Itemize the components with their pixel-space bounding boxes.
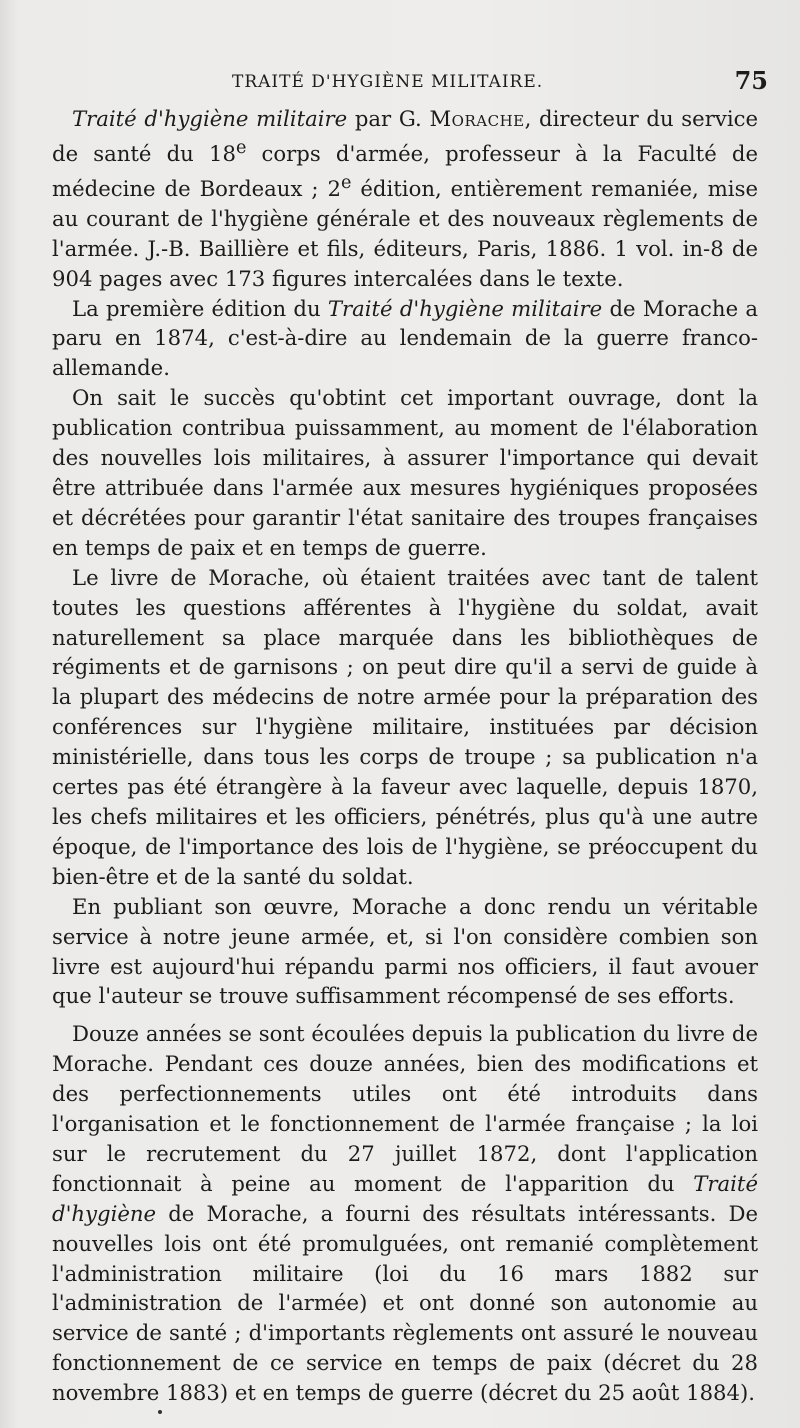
paragraph-5: En publiant son œuvre, Morache a donc rendu un véritable service à notre jeune armée, et, si l'on considère combien son livre est aujourd'hui répandu parmi nos officiers, il faut avouer que l'auteur se trouve suffisamment récompensé de ses efforts. (52, 893, 758, 1009)
running-head (60, 66, 772, 100)
running-title: TRAITÉ D'HYGIÈNE MILITAIRE. (232, 72, 544, 92)
book-title: Traité d'hygiène (52, 1170, 758, 1226)
book-title: Traité d'hygiène militaire (72, 106, 348, 131)
paragraph-6: Douze années se sont écoulées depuis la publication du livre de Morache. Pendant ces douze années, bien des modifications et des perfectionnements utiles ont été introduits dans l'organisation et le fonctionnement de l'armée française ; la loi sur le recrutement du 27 juillet 1872, dont l'application fonctionnait à peine au moment de l'apparition du Traité d'hygiène de Morache, a fourni des résultats intéressants. De nouvelles lois ont été promulguées, ont remanié complètement l'administration militaire (loi du 16 mars 1882 sur l'administration de l'armée) et ont donné son autonomie au service de santé ; d'importants règlements ont assuré le nouveau fonctionnement de ce service en temps de paix (décret du 28 novembre 1883) et en temps de guerre (décret du 25 août 1884). (52, 1021, 758, 1406)
paragraph-2: La première édition du Traité d'hygiène militaire de Morache a paru en 1874, c'est-à-dire au lendemain de la guerre franco-allemande. (52, 295, 759, 381)
author-name: Morache (429, 106, 525, 131)
page-number: 75 (734, 66, 768, 95)
book-title: Traité d'hygiène militaire (327, 295, 603, 321)
body-text (52, 104, 758, 1408)
paragraph-3: On sait le succès qu'obtint cet important ouvrage, dont la publication contribua puissamment, au moment de l'élaboration des nouvelles lois militaires, à assurer l'importance qui devait être attribuée dans l'armée aux mesures hygiéniques proposées et décrétées pour garantir l'état sanitaire des troupes françaises en temps de paix et en temps de guerre. (52, 385, 758, 560)
paragraph-4: Le livre de Morache, où étaient traitées avec tant de talent toutes les questions afférentes à l'hygiène du soldat, avait naturellement sa place marquée dans les bibliothèques de régiments et de garnisons ; on peut dire qu'il a servi de guide à la plupart des médecins de notre armée pour la préparation des conférences sur l'hygiène militaire, instituées par décision ministérielle, dans tous les corps de troupe ; sa publication n'a certes pas été étrangère à la faveur avec laquelle, depuis 1870, les chefs militaires et les officiers, pénétrés, plus qu'à une autre époque, de l'importance des lois de l'hygiène, se préoccupent du bien-être et de la santé du soldat. (52, 564, 758, 889)
paragraph-1: Traité d'hygiène militaire par G. Morache, directeur du service de santé du 18e corps d'armée, professeur à la Faculté de médecine de Bordeaux ; 2e édition, entièrement remaniée, mise au courant de l'hygiène générale et des nouveaux règlements de l'armée. J.-B. Baillière et fils, éditeurs, Paris, 1886. 1 vol. in-8 de 904 pages avec 173 figures intercalées dans le texte. (52, 106, 759, 291)
ink-speck (158, 1410, 162, 1414)
